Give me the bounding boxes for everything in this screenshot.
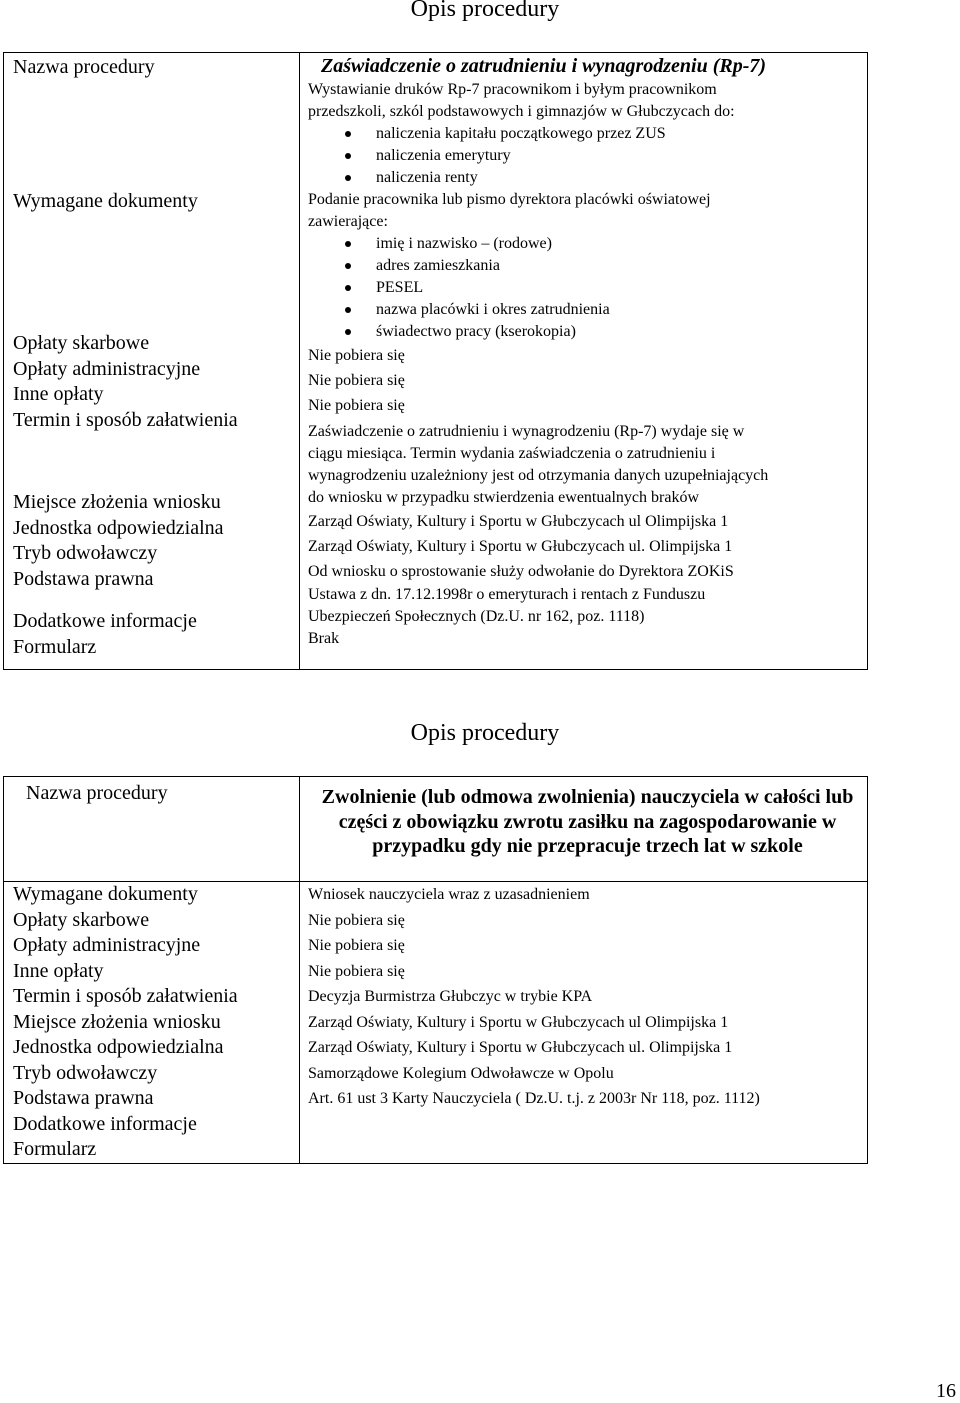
termin-line: Zaświadczenie o zatrudnieniu i wynagrodzeniu (Rp-7) wydaje się w [308,423,745,440]
label-miejsce: Miejsce złożenia wniosku [13,491,221,513]
jednostka-value: Zarząd Oświaty, Kultury i Sportu w Głubczycach ul. Olimpijska 1 [308,538,733,555]
procedure-heading: Opis procedury [410,0,560,22]
label-tryb: Tryb odwoławczy [13,542,158,564]
label-inne-oplaty: Inne opłaty [13,959,104,982]
documents-bullet: PESEL [308,277,867,299]
documents-line: zawierające: [308,213,388,230]
label-tryb: Tryb odwoławczy [13,1061,158,1084]
label-nazwa: Nazwa procedury [26,782,168,804]
label-jednostka: Jednostka odpowiedzialna [13,516,224,539]
dodatkowe-value: Brak [308,630,340,647]
label-formularz: Formularz [13,635,97,658]
title-cell [300,777,868,882]
fee-inne-value: Nie pobiera się [308,397,405,414]
values-column [300,53,868,670]
miejsce-value: Zarząd Oświaty, Kultury i Sportu w Głubczycach ul Olimpijska 1 [308,513,729,530]
labels-column [4,53,300,670]
description-line: Wystawianie druków Rp-7 pracownikom i byłym pracownikom [308,81,717,98]
procedure-title: Zaświadczenie o zatrudnieniu i wynagrodzeniu (Rp-7) [321,55,767,77]
label-podstawa: Podstawa prawna [13,567,154,590]
label-jednostka: Jednostka odpowiedzialna [13,1036,224,1058]
label-wymagane: Wymagane dokumenty [13,189,198,212]
procedure-title: Zwolnienie (lub odmowa zwolnienia) nauczyciela w całości lub części z obowiązku zwrotu zasiłku na zagospodarowanie w przypadku gdy nie przepracuje trzech lat w szkole [321,786,854,857]
procedure-heading: Opis procedury [410,720,560,746]
tryb-value: Samorządowe Kolegium Odwoławcze w Opolu [308,1064,614,1082]
label-termin: Termin i sposób załatwienia [13,985,238,1007]
documents-bullet: nazwa placówki i okres zatrudnienia [308,299,867,321]
label-nazwa: Nazwa procedury [13,56,155,78]
label-oplaty-admin: Opłaty administracyjne [13,357,201,380]
label-dodatkowe: Dodatkowe informacje [13,610,197,632]
values-column [300,882,868,1164]
page-number: 16 [936,1380,956,1402]
label-wymagane: Wymagane dokumenty [13,883,198,905]
label-formularz: Formularz [13,1138,97,1160]
termin-line: wynagrodzeniu uzależniony jest od otrzymania danych uzupełniających [308,467,769,484]
fee-admin-value: Nie pobiera się [308,372,405,389]
documents-bullet: adres zamieszkania [308,255,867,277]
tryb-value: Od wniosku o sprostowanie służy odwołanie do Dyrektora ZOKiS [308,563,734,580]
termin-line: do wniosku w przypadku stwierdzenia ewentualnych braków [308,489,699,506]
fee-inne-value: Nie pobiera się [308,962,405,980]
labels-column [4,882,300,1164]
procedure-table [3,776,868,1164]
podstawa-line: Ubezpieczeń Społecznych (Dz.U. nr 162, poz. 1118) [308,608,645,625]
documents-bullet: imię i nazwisko – (rodowe) [308,233,867,255]
jednostka-value: Zarząd Oświaty, Kultury i Sportu w Głubczycach ul. Olimpijska 1 [308,1039,733,1056]
documents-bullet: świadectwo pracy (kserokopia) [308,321,867,343]
label-termin: Termin i sposób załatwienia [13,408,238,431]
label-dodatkowe: Dodatkowe informacje [13,1112,197,1135]
description-bullet: naliczenia kapitału początkowego przez ZUS [308,123,867,145]
fee-admin-value: Nie pobiera się [308,937,405,954]
label-inne-oplaty: Inne opłaty [13,383,104,405]
fee-skarbowe-value: Nie pobiera się [308,911,405,929]
description-bullet: naliczenia emerytury [308,145,867,167]
description-bullet: naliczenia renty [308,167,867,189]
miejsce-value: Zarząd Oświaty, Kultury i Sportu w Głubczycach ul Olimpijska 1 [308,1013,729,1031]
fee-skarbowe-value: Nie pobiera się [308,347,405,364]
label-oplaty-skarbowe: Opłaty skarbowe [13,908,150,931]
description-line: przedszkoli, szkól podstawowych i gimnazjów w Głubczycach do: [308,103,735,120]
label-oplaty-admin: Opłaty administracyjne [13,934,201,956]
podstawa-line: Ustawa z dn. 17.12.1998r o emeryturach i rentach z Funduszu [308,586,706,603]
label-cell-nazwa [4,777,300,882]
documents-line: Podanie pracownika lub pismo dyrektora placówki oświatowej [308,191,711,208]
label-oplaty-skarbowe: Opłaty skarbowe [13,332,150,354]
podstawa-value: Art. 61 ust 3 Karty Nauczyciela ( Dz.U. t.j. z 2003r Nr 118, poz. 1112) [308,1090,760,1107]
procedure-table [3,52,868,670]
documents-value: Wniosek nauczyciela wraz z uzasadnieniem [308,886,590,903]
termin-value: Decyzja Burmistrza Głubczyc w trybie KPA [308,988,593,1005]
termin-line: ciągu miesiąca. Termin wydania zaświadczenia o zatrudnieniu i [308,445,716,462]
label-miejsce: Miejsce złożenia wniosku [13,1010,221,1033]
label-podstawa: Podstawa prawna [13,1087,154,1109]
